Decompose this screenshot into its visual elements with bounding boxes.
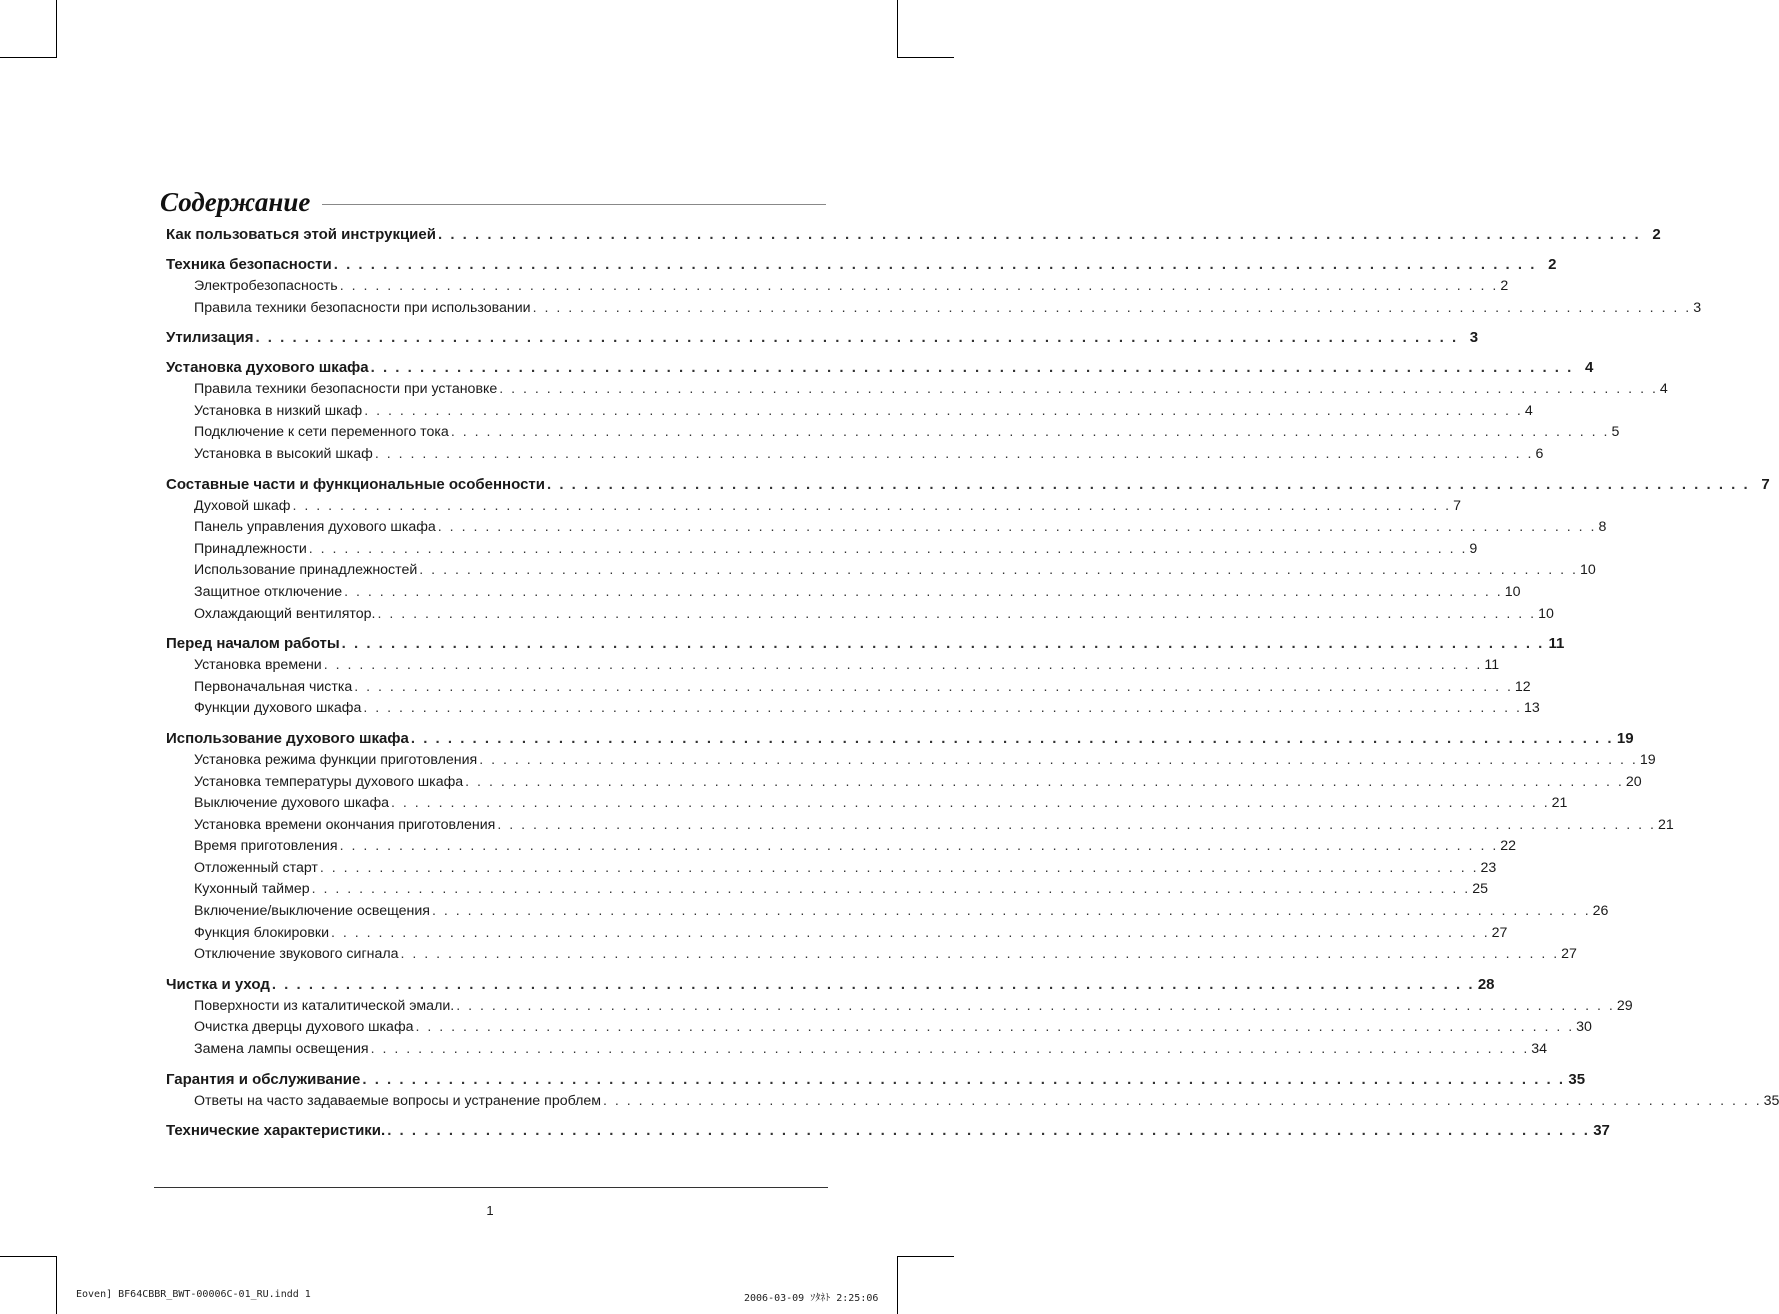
table-of-contents [166, 224, 1779, 1150]
toc-entry[interactable] [166, 1069, 1586, 1091]
toc-entry-title: Перед началом работы [166, 635, 340, 653]
toc-subentry-page: 10 [1538, 605, 1554, 622]
toc-subentry-leader-dots: . . . . . . . . . . . . . . . . . . . . . . . . . . . . . . . . . . . . . . . . . . . . . . . . . . . . . . . . . . . . . . . . . . . . . . . . . . . . . . . . . . . . . . . . . . . . . . . . . . [391, 795, 1550, 812]
toc-section [166, 357, 1668, 465]
toc-subentry-leader-dots: . . . . . . . . . . . . . . . . . . . . . . . . . . . . . . . . . . . . . . . . . . . . . . . . . . . . . . . . . . . . . . . . . . . . . . . . . . . . . . . . . . . . . . . . . . . . . . . . . . [437, 519, 1597, 536]
toc-entry-title: Техника безопасности [166, 256, 332, 273]
toc-entry[interactable] [166, 633, 1565, 655]
crop-mark-bottom-left-h [0, 1256, 56, 1257]
toc-entry-page: 4 [1584, 359, 1594, 377]
footer-rule [154, 1187, 828, 1188]
toc-subentry[interactable] [166, 923, 1508, 945]
page-header [160, 182, 826, 222]
toc-subentry-title: Правила техники безопасности при установке [194, 381, 498, 398]
toc-subentry-page: 27 [1561, 946, 1577, 963]
toc-entry-title: Гарантия и обслуживание [166, 1070, 361, 1088]
toc-subentry[interactable] [166, 298, 1702, 320]
toc-subentry-leader-dots: . . . . . . . . . . . . . . . . . . . . . . . . . . . . . . . . . . . . . . . . . . . . . . . . . . . . . . . . . . . . . . . . . . . . . . . . . . . . . . . . . . . . . . . . . . . . . . . . . . [499, 381, 1658, 398]
toc-subentry-page: 21 [1657, 816, 1674, 833]
toc-subentry-leader-dots: . . . . . . . . . . . . . . . . . . . . . . . . . . . . . . . . . . . . . . . . . . . . . . . . . . . . . . . . . . . . . . . . . . . . . . . . . . . . . . . . . . . . . . . . . . . . . . . . . . [311, 881, 1471, 898]
toc-subentry-title: Защитное отключение [194, 583, 343, 600]
toc-subentry-leader-dots: . . . . . . . . . . . . . . . . . . . . . . . . . . . . . . . . . . . . . . . . . . . . . . . . . . . . . . . . . . . . . . . . . . . . . . . . . . . . . . . . . . . . . . . . . . . . . . . . . . [292, 497, 1452, 514]
toc-subentry-page: 11 [1484, 657, 1500, 674]
toc-entry[interactable] [166, 474, 1770, 496]
toc-subentry-title: Подключение к сети переменного тока [194, 424, 449, 441]
toc-subentry-leader-dots: . . . . . . . . . . . . . . . . . . . . . . . . . . . . . . . . . . . . . . . . . . . . . . . . . . . . . . . . . . . . . . . . . . . . . . . . . . . . . . . . . . . . . . . . . . . . . . . . . . [415, 1019, 1575, 1036]
toc-section [166, 1120, 1610, 1142]
toc-subentry[interactable] [166, 677, 1531, 699]
toc-subentry-title: Установка в высокий шкаф [194, 445, 373, 462]
toc-subentry[interactable] [166, 879, 1489, 901]
title-rule [322, 204, 826, 205]
toc-entry-title: Составные части и функциональные особенности [166, 475, 545, 493]
toc-subentry-page: 22 [1500, 838, 1517, 855]
toc-subentry[interactable] [166, 379, 1668, 401]
toc-subentry-title: Очистка дверцы духового шкафа [194, 1019, 414, 1036]
toc-entry-page: 2 [1652, 226, 1661, 243]
toc-entry-title: Установка духового шкафа [166, 359, 369, 377]
crop-mark-top-right-h [898, 57, 954, 58]
toc-subentry-leader-dots: . . . . . . . . . . . . . . . . . . . . . . . . . . . . . . . . . . . . . . . . . . . . . . . . . . . . . . . . . . . . . . . . . . . . . . . . . . . . . . . . . . . . . . . . . . . . . . . . . . [497, 816, 1656, 833]
toc-subentry-page: 25 [1472, 881, 1489, 898]
toc-subentry-leader-dots: . . . . . . . . . . . . . . . . . . . . . . . . . . . . . . . . . . . . . . . . . . . . . . . . . . . . . . . . . . . . . . . . . . . . . . . . . . . . . . . . . . . . . . . . . . . . . . . . . . [377, 605, 1537, 622]
toc-subentry[interactable] [166, 401, 1533, 423]
crop-mark-bottom-left-v [56, 1256, 57, 1314]
toc-subentry-title: Установка в низкий шкаф [194, 402, 363, 419]
toc-subentry-title: Использование принадлежностей [194, 562, 418, 579]
toc-subentry-page: 35 [1763, 1092, 1779, 1109]
toc-subentry-page: 29 [1616, 997, 1633, 1014]
toc-entry[interactable] [166, 357, 1594, 379]
toc-subentry-leader-dots: . . . . . . . . . . . . . . . . . . . . . . . . . . . . . . . . . . . . . . . . . . . . . . . . . . . . . . . . . . . . . . . . . . . . . . . . . . . . . . . . . . . . . . . . . . . . . . . . . . [450, 424, 1610, 441]
toc-subentry-page: 21 [1551, 795, 1568, 812]
toc-subentry[interactable] [166, 836, 1517, 858]
toc-subentry[interactable] [166, 517, 1607, 539]
toc-subentry-title: Отключение звукового сигнала [194, 946, 399, 963]
toc-subentry[interactable] [166, 422, 1620, 444]
toc-subentry-page: 20 [1625, 773, 1642, 790]
toc-entry-leader-dots: . . . . . . . . . . . . . . . . . . . . . . . . . . . . . . . . . . . . . . . . . . . . . . . . . . . . . . . . . . . . . . . . . . . . . . . . . . . . . . . . . . . . . . . . . . . . . . . . . . [410, 729, 1614, 747]
toc-subentry-title: Время приготовления [194, 838, 338, 855]
toc-subentry-title: Функция блокировки [194, 924, 329, 941]
toc-entry-leader-dots: . . . . . . . . . . . . . . . . . . . . . . . . . . . . . . . . . . . . . . . . . . . . . . . . . . . . . . . . . . . . . . . . . . . . . . . . . . . . . . . . . . . . . . . . . . . . . . . . . . [370, 359, 1574, 377]
toc-subentry-title: Функции духового шкафа [194, 700, 362, 717]
toc-subentry-title: Замена лампы освещения [194, 1041, 369, 1058]
toc-subentry-leader-dots: . . . . . . . . . . . . . . . . . . . . . . . . . . . . . . . . . . . . . . . . . . . . . . . . . . . . . . . . . . . . . . . . . . . . . . . . . . . . . . . . . . . . . . . . . . . . . . . . . . [364, 402, 1523, 419]
toc-subentry-page: 5 [1611, 424, 1620, 441]
toc-subentry[interactable] [166, 560, 1596, 582]
crop-mark-bottom-right-h [898, 1256, 954, 1257]
toc-subentry-leader-dots: . . . . . . . . . . . . . . . . . . . . . . . . . . . . . . . . . . . . . . . . . . . . . . . . . . . . . . . . . . . . . . . . . . . . . . . . . . . . . . . . . . . . . . . . . . . . . . . . . . [374, 445, 1534, 462]
toc-subentry[interactable] [166, 944, 1577, 966]
toc-entry[interactable] [166, 224, 1661, 246]
toc-subentry-page: 34 [1531, 1041, 1548, 1058]
toc-subentry-page: 6 [1535, 445, 1544, 462]
toc-subentry-page: 13 [1524, 700, 1540, 717]
toc-subentry-title: Электробезопасность [194, 278, 338, 294]
toc-subentry[interactable] [166, 901, 1609, 923]
toc-subentry-title: Охлаждающий вентилятор. [194, 605, 376, 622]
toc-section [166, 224, 1661, 246]
toc-subentry-title: Включение/выключение освещения [194, 903, 430, 920]
toc-subentry-title: Первоначальная чистка [194, 678, 353, 695]
toc-entry-leader-dots: . . . . . . . . . . . . . . . . . . . . . . . . . . . . . . . . . . . . . . . . . . . . . . . . . . . . . . . . . . . . . . . . . . . . . . . . . . . . . . . . . . . . . . . . . . . . . . . . . . [271, 975, 1475, 993]
toc-subentry-leader-dots: . . . . . . . . . . . . . . . . . . . . . . . . . . . . . . . . . . . . . . . . . . . . . . . . . . . . . . . . . . . . . . . . . . . . . . . . . . . . . . . . . . . . . . . . . . . . . . . . . . [344, 583, 1503, 600]
toc-subentry-leader-dots: . . . . . . . . . . . . . . . . . . . . . . . . . . . . . . . . . . . . . . . . . . . . . . . . . . . . . . . . . . . . . . . . . . . . . . . . . . . . . . . . . . . . . . . . . . . . . . . . . . [331, 924, 1490, 941]
toc-subentry[interactable] [166, 1091, 1779, 1113]
toc-section [166, 974, 1633, 1061]
toc-subentry-page: 4 [1659, 381, 1668, 398]
toc-entry-page: 7 [1761, 475, 1770, 493]
toc-subentry-title: Выключение духового шкафа [194, 795, 390, 812]
toc-subentry[interactable] [166, 815, 1674, 837]
toc-subentry-page: 27 [1491, 924, 1508, 941]
toc-subentry-title: Отложенный старт [194, 859, 318, 876]
toc-subentry[interactable] [166, 582, 1521, 604]
toc-subentry-page: 9 [1469, 540, 1478, 557]
toc-entry-page: 35 [1568, 1070, 1586, 1088]
toc-subentry-leader-dots: . . . . . . . . . . . . . . . . . . . . . . . . . . . . . . . . . . . . . . . . . . . . . . . . . . . . . . . . . . . . . . . . . . . . . . . . . . . . . . . . . . . . . . . . . . . . . . . . . . [419, 562, 1578, 579]
toc-section [166, 327, 1479, 349]
toc-subentry[interactable] [166, 655, 1500, 677]
toc-subentry[interactable] [166, 772, 1642, 794]
toc-entry-title: Технические характеристики. [166, 1122, 386, 1140]
toc-entry-leader-dots: . . . . . . . . . . . . . . . . . . . . . . . . . . . . . . . . . . . . . . . . . . . . . . . . . . . . . . . . . . . . . . . . . . . . . . . . . . . . . . . . . . . . . . . . . . . . . . . . . . [362, 1070, 1566, 1088]
toc-subentry[interactable] [166, 858, 1497, 880]
toc-subentry-leader-dots: . . . . . . . . . . . . . . . . . . . . . . . . . . . . . . . . . . . . . . . . . . . . . . . . . . . . . . . . . . . . . . . . . . . . . . . . . . . . . . . . . . . . . . . . . . . . . . . . . . [532, 299, 1692, 316]
print-slug-file: Eoven] BF64CBBR_BWT-00006C-01_RU.indd 1 [76, 1289, 311, 1300]
toc-entry-leader-dots: . . . . . . . . . . . . . . . . . . . . . . . . . . . . . . . . . . . . . . . . . . . . . . . . . . . . . . . . . . . . . . . . . . . . . . . . . . . . . . . . . . . . . . . . . . . . . . . . . . [333, 256, 1537, 273]
toc-subentry-leader-dots: . . . . . . . . . . . . . . . . . . . . . . . . . . . . . . . . . . . . . . . . . . . . . . . . . . . . . . . . . . . . . . . . . . . . . . . . . . . . . . . . . . . . . . . . . . . . . . . . . . [319, 859, 1479, 876]
toc-subentry-title: Поверхности из каталитической эмали. [194, 997, 455, 1014]
toc-entry[interactable] [166, 327, 1479, 349]
toc-subentry-leader-dots: . . . . . . . . . . . . . . . . . . . . . . . . . . . . . . . . . . . . . . . . . . . . . . . . . . . . . . . . . . . . . . . . . . . . . . . . . . . . . . . . . . . . . . . . . . . . . . . . . . [339, 838, 1499, 855]
toc-subentry-title: Правила техники безопасности при использовании [194, 299, 531, 316]
toc-subentry[interactable] [166, 276, 1509, 298]
toc-subentry-page: 19 [1639, 751, 1656, 768]
toc-entry-title: Как пользоваться этой инструкцией [166, 226, 436, 243]
toc-subentry[interactable] [166, 996, 1633, 1018]
toc-entry[interactable] [166, 974, 1495, 996]
toc-subentry-title: Установка температуры духового шкафа [194, 773, 464, 790]
toc-subentry-leader-dots: . . . . . . . . . . . . . . . . . . . . . . . . . . . . . . . . . . . . . . . . . . . . . . . . . . . . . . . . . . . . . . . . . . . . . . . . . . . . . . . . . . . . . . . . . . . . . . . . . . [323, 657, 1483, 674]
toc-subentry-leader-dots: . . . . . . . . . . . . . . . . . . . . . . . . . . . . . . . . . . . . . . . . . . . . . . . . . . . . . . . . . . . . . . . . . . . . . . . . . . . . . . . . . . . . . . . . . . . . . . . . . . [479, 751, 1638, 768]
page-title: Содержание [160, 186, 311, 217]
toc-entry-leader-dots: . . . . . . . . . . . . . . . . . . . . . . . . . . . . . . . . . . . . . . . . . . . . . . . . . . . . . . . . . . . . . . . . . . . . . . . . . . . . . . . . . . . . . . . . . . . . . . . . . . [341, 635, 1545, 653]
toc-subentry-title: Установка режима функции приготовления [194, 751, 478, 768]
toc-subentry-title: Кухонный таймер [194, 881, 310, 898]
toc-section [166, 474, 1770, 626]
toc-subentry[interactable] [166, 1039, 1548, 1061]
toc-section [166, 254, 1702, 319]
toc-entry-title: Утилизация [166, 329, 254, 347]
toc-subentry-title: Установка времени окончания приготовления [194, 816, 496, 833]
toc-subentry[interactable] [166, 1017, 1592, 1039]
toc-section [166, 728, 1674, 966]
page-number: 1 [486, 1203, 494, 1218]
toc-entry[interactable] [166, 254, 1557, 276]
toc-subentry-page: 23 [1480, 859, 1497, 876]
toc-entry-page: 19 [1616, 729, 1634, 747]
toc-entry-leader-dots: . . . . . . . . . . . . . . . . . . . . . . . . . . . . . . . . . . . . . . . . . . . . . . . . . . . . . . . . . . . . . . . . . . . . . . . . . . . . . . . . . . . . . . . . . . . . . . . . . . [387, 1122, 1590, 1140]
toc-entry[interactable] [166, 1120, 1610, 1142]
toc-subentry-title: Установка времени [194, 657, 322, 674]
toc-subentry[interactable] [166, 698, 1540, 720]
toc-subentry-leader-dots: . . . . . . . . . . . . . . . . . . . . . . . . . . . . . . . . . . . . . . . . . . . . . . . . . . . . . . . . . . . . . . . . . . . . . . . . . . . . . . . . . . . . . . . . . . . . . . . . . . [363, 700, 1522, 717]
toc-section [166, 633, 1565, 720]
toc-entry-leader-dots: . . . . . . . . . . . . . . . . . . . . . . . . . . . . . . . . . . . . . . . . . . . . . . . . . . . . . . . . . . . . . . . . . . . . . . . . . . . . . . . . . . . . . . . . . . . . . . . . . . [255, 329, 1459, 347]
toc-subentry-leader-dots: . . . . . . . . . . . . . . . . . . . . . . . . . . . . . . . . . . . . . . . . . . . . . . . . . . . . . . . . . . . . . . . . . . . . . . . . . . . . . . . . . . . . . . . . . . . . . . . . . . [465, 773, 1624, 790]
toc-subentry[interactable] [166, 444, 1544, 466]
toc-subentry-leader-dots: . . . . . . . . . . . . . . . . . . . . . . . . . . . . . . . . . . . . . . . . . . . . . . . . . . . . . . . . . . . . . . . . . . . . . . . . . . . . . . . . . . . . . . . . . . . . . . . . . . [339, 278, 1499, 294]
toc-entry-leader-dots: . . . . . . . . . . . . . . . . . . . . . . . . . . . . . . . . . . . . . . . . . . . . . . . . . . . . . . . . . . . . . . . . . . . . . . . . . . . . . . . . . . . . . . . . . . . . . . . . . . [547, 475, 1750, 493]
toc-entry-page: 11 [1548, 635, 1565, 653]
toc-subentry-title: Духовой шкаф [194, 497, 291, 514]
toc-entry[interactable] [166, 728, 1634, 750]
toc-subentry-page: 7 [1453, 497, 1461, 514]
toc-subentry-page: 4 [1524, 402, 1533, 419]
toc-subentry-page: 26 [1592, 903, 1609, 920]
toc-entry-leader-dots: . . . . . . . . . . . . . . . . . . . . . . . . . . . . . . . . . . . . . . . . . . . . . . . . . . . . . . . . . . . . . . . . . . . . . . . . . . . . . . . . . . . . . . . . . . . . . . . . . . [437, 226, 1641, 243]
toc-subentry-leader-dots: . . . . . . . . . . . . . . . . . . . . . . . . . . . . . . . . . . . . . . . . . . . . . . . . . . . . . . . . . . . . . . . . . . . . . . . . . . . . . . . . . . . . . . . . . . . . . . . . . . [400, 946, 1560, 963]
toc-subentry-page: 10 [1579, 562, 1596, 579]
crop-mark-bottom-right-v [897, 1256, 898, 1314]
toc-subentry-title: Панель управления духового шкафа [194, 519, 436, 536]
toc-section [166, 1069, 1779, 1113]
toc-subentry-leader-dots: . . . . . . . . . . . . . . . . . . . . . . . . . . . . . . . . . . . . . . . . . . . . . . . . . . . . . . . . . . . . . . . . . . . . . . . . . . . . . . . . . . . . . . . . . . . . . . . . . . [456, 997, 1615, 1014]
toc-entry-page: 2 [1548, 256, 1557, 273]
toc-subentry[interactable] [166, 793, 1568, 815]
toc-subentry-leader-dots: . . . . . . . . . . . . . . . . . . . . . . . . . . . . . . . . . . . . . . . . . . . . . . . . . . . . . . . . . . . . . . . . . . . . . . . . . . . . . . . . . . . . . . . . . . . . . . . . . . [370, 1041, 1530, 1058]
toc-subentry-leader-dots: . . . . . . . . . . . . . . . . . . . . . . . . . . . . . . . . . . . . . . . . . . . . . . . . . . . . . . . . . . . . . . . . . . . . . . . . . . . . . . . . . . . . . . . . . . . . . . . . . . [432, 903, 1591, 920]
toc-subentry-title: Принадлежности [194, 540, 307, 557]
toc-subentry-leader-dots: . . . . . . . . . . . . . . . . . . . . . . . . . . . . . . . . . . . . . . . . . . . . . . . . . . . . . . . . . . . . . . . . . . . . . . . . . . . . . . . . . . . . . . . . . . . . . . . . . . [603, 1092, 1762, 1109]
toc-entry-title: Чистка и уход [166, 975, 270, 993]
toc-subentry-page: 3 [1693, 299, 1702, 316]
toc-subentry-page: 10 [1504, 583, 1521, 600]
print-slug-date: 2006-03-09 ｿﾀﾈﾄ 2:25:06 [744, 1293, 879, 1304]
toc-subentry-leader-dots: . . . . . . . . . . . . . . . . . . . . . . . . . . . . . . . . . . . . . . . . . . . . . . . . . . . . . . . . . . . . . . . . . . . . . . . . . . . . . . . . . . . . . . . . . . . . . . . . . . [354, 678, 1513, 695]
toc-entry-page: 3 [1469, 329, 1479, 347]
toc-subentry[interactable] [166, 539, 1478, 561]
toc-entry-page: 28 [1477, 975, 1495, 993]
toc-subentry-title: Ответы на часто задаваемые вопросы и устранение проблем [194, 1092, 602, 1109]
toc-subentry[interactable] [166, 496, 1461, 518]
toc-entry-title: Использование духового шкафа [166, 729, 409, 747]
toc-subentry[interactable] [166, 750, 1656, 772]
toc-subentry-page: 12 [1514, 678, 1531, 695]
toc-subentry-page: 8 [1598, 519, 1607, 536]
toc-subentry-page: 2 [1500, 278, 1509, 294]
toc-subentry-page: 30 [1576, 1019, 1592, 1036]
crop-mark-top-left-v [56, 0, 57, 58]
toc-entry-page: 37 [1593, 1122, 1610, 1140]
toc-subentry[interactable] [166, 604, 1554, 626]
crop-mark-top-left-h [0, 57, 56, 58]
crop-mark-top-right-v [897, 0, 898, 58]
toc-subentry-leader-dots: . . . . . . . . . . . . . . . . . . . . . . . . . . . . . . . . . . . . . . . . . . . . . . . . . . . . . . . . . . . . . . . . . . . . . . . . . . . . . . . . . . . . . . . . . . . . . . . . . . [308, 540, 1468, 557]
